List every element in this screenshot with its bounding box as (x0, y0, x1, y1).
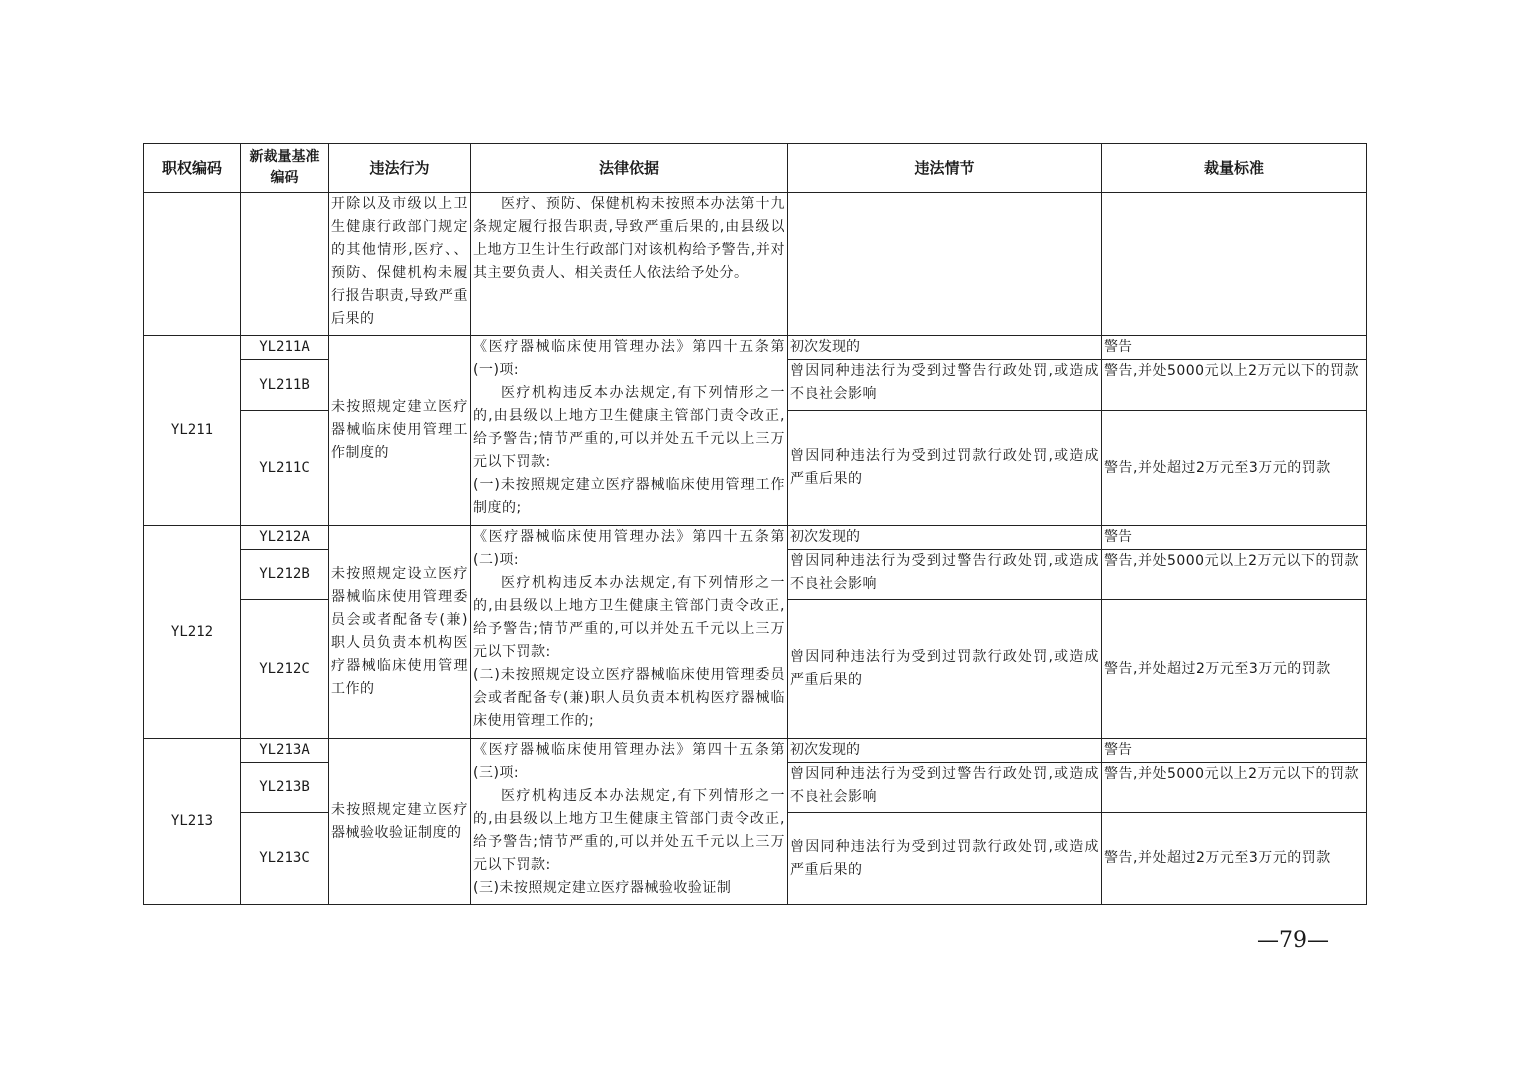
circumstance-cell: 曾因同种违法行为受到过警告行政处罚,或造成不良社会影响 (788, 763, 1102, 813)
violation-cell: 未按照规定建立医疗器械临床使用管理工作制度的 (329, 336, 471, 526)
legal-basis-cell: 《医疗器械临床使用管理办法》第四十五条第(一)项: 医疗机构违反本办法规定,有下列情形之一的,由县级以上地方卫生健康主管部门责令改正,给予警告;情节严重的,可以并处五千元以上三万元以下罚款: (一)未按照规定建立医疗器械临床使用管理工作制度的; (471, 336, 788, 526)
table-row (144, 739, 1367, 763)
circumstance-cell: 曾因同种违法行为受到过罚款行政处罚,或造成严重后果的 (788, 813, 1102, 905)
table-row (144, 193, 1367, 336)
header-circumstance: 违法情节 (788, 144, 1102, 193)
legal-basis-cell: 医疗、预防、保健机构未按照本办法第十九条规定履行报告职责,导致严重后果的,由县级以上地方卫生计生行政部门对该机构给予警告,并对其主要负责人、相关责任人依法给予处分。 (471, 193, 788, 336)
circumstance-cell: 曾因同种违法行为受到过警告行政处罚,或造成不良社会影响 (788, 360, 1102, 411)
standard-cell: 警告,并处5000元以上2万元以下的罚款 (1102, 360, 1367, 411)
sub-code: YL213C (241, 813, 329, 905)
sub-code: YL213A (241, 739, 329, 763)
sub-code: YL211B (241, 360, 329, 411)
circumstance-cell: 初次发现的 (788, 739, 1102, 763)
circumstance-cell: 曾因同种违法行为受到过罚款行政处罚,或造成严重后果的 (788, 600, 1102, 739)
discretion-table (143, 143, 1367, 905)
circumstance-cell: 初次发现的 (788, 526, 1102, 550)
authority-code: YL211 (144, 336, 241, 526)
sub-code: YL211C (241, 411, 329, 526)
header-new-code: 新裁量基准编码 (241, 144, 329, 193)
sub-code: YL212A (241, 526, 329, 550)
sub-code: YL212C (241, 600, 329, 739)
violation-cell: 未按照规定设立医疗器械临床使用管理委员会或者配备专(兼)职人员负责本机构医疗器械临床使用管理工作的 (329, 526, 471, 739)
header-legal-basis: 法律依据 (471, 144, 788, 193)
table-row (144, 336, 1367, 360)
standard-cell: 警告 (1102, 526, 1367, 550)
header-authority-code: 职权编码 (144, 144, 241, 193)
page-number: —79— (1257, 928, 1329, 953)
standard-cell: 警告 (1102, 739, 1367, 763)
sub-code: YL213B (241, 763, 329, 813)
standard-cell: 警告,并处5000元以上2万元以下的罚款 (1102, 763, 1367, 813)
circumstance-cell: 初次发现的 (788, 336, 1102, 360)
standard-cell: 警告,并处超过2万元至3万元的罚款 (1102, 600, 1367, 739)
authority-code: YL212 (144, 526, 241, 739)
sub-code: YL212B (241, 550, 329, 600)
sub-code: YL211A (241, 336, 329, 360)
table-row (144, 526, 1367, 550)
header-standard: 裁量标准 (1102, 144, 1367, 193)
standard-cell: 警告,并处5000元以上2万元以下的罚款 (1102, 550, 1367, 600)
violation-cell: 未按照规定建立医疗器械验收验证制度的 (329, 739, 471, 905)
circumstance-cell: 曾因同种违法行为受到过警告行政处罚,或造成不良社会影响 (788, 550, 1102, 600)
legal-basis-cell: 《医疗器械临床使用管理办法》第四十五条第(三)项: 医疗机构违反本办法规定,有下列情形之一的,由县级以上地方卫生健康主管部门责令改正,给予警告;情节严重的,可以并处五千元以上三万元以下罚款: (三)未按照规定建立医疗器械验收验证制 (471, 739, 788, 905)
header-row (144, 144, 1367, 193)
violation-cell: 开除以及市级以上卫生健康行政部门规定的其他情形,医疗、、预防、保健机构未履行报告职责,导致严重后果的 (329, 193, 471, 336)
standard-cell: 警告 (1102, 336, 1367, 360)
standard-cell: 警告,并处超过2万元至3万元的罚款 (1102, 411, 1367, 526)
standard-cell: 警告,并处超过2万元至3万元的罚款 (1102, 813, 1367, 905)
circumstance-cell: 曾因同种违法行为受到过罚款行政处罚,或造成严重后果的 (788, 411, 1102, 526)
authority-code: YL213 (144, 739, 241, 905)
header-violation: 违法行为 (329, 144, 471, 193)
legal-basis-cell: 《医疗器械临床使用管理办法》第四十五条第(二)项: 医疗机构违反本办法规定,有下列情形之一的,由县级以上地方卫生健康主管部门责令改正,给予警告;情节严重的,可以并处五千元以上三万元以下罚款: (二)未按照规定设立医疗器械临床使用管理委员会或者配备专(兼)职人员负责本机构医疗器械临床使用管理工作的; (471, 526, 788, 739)
